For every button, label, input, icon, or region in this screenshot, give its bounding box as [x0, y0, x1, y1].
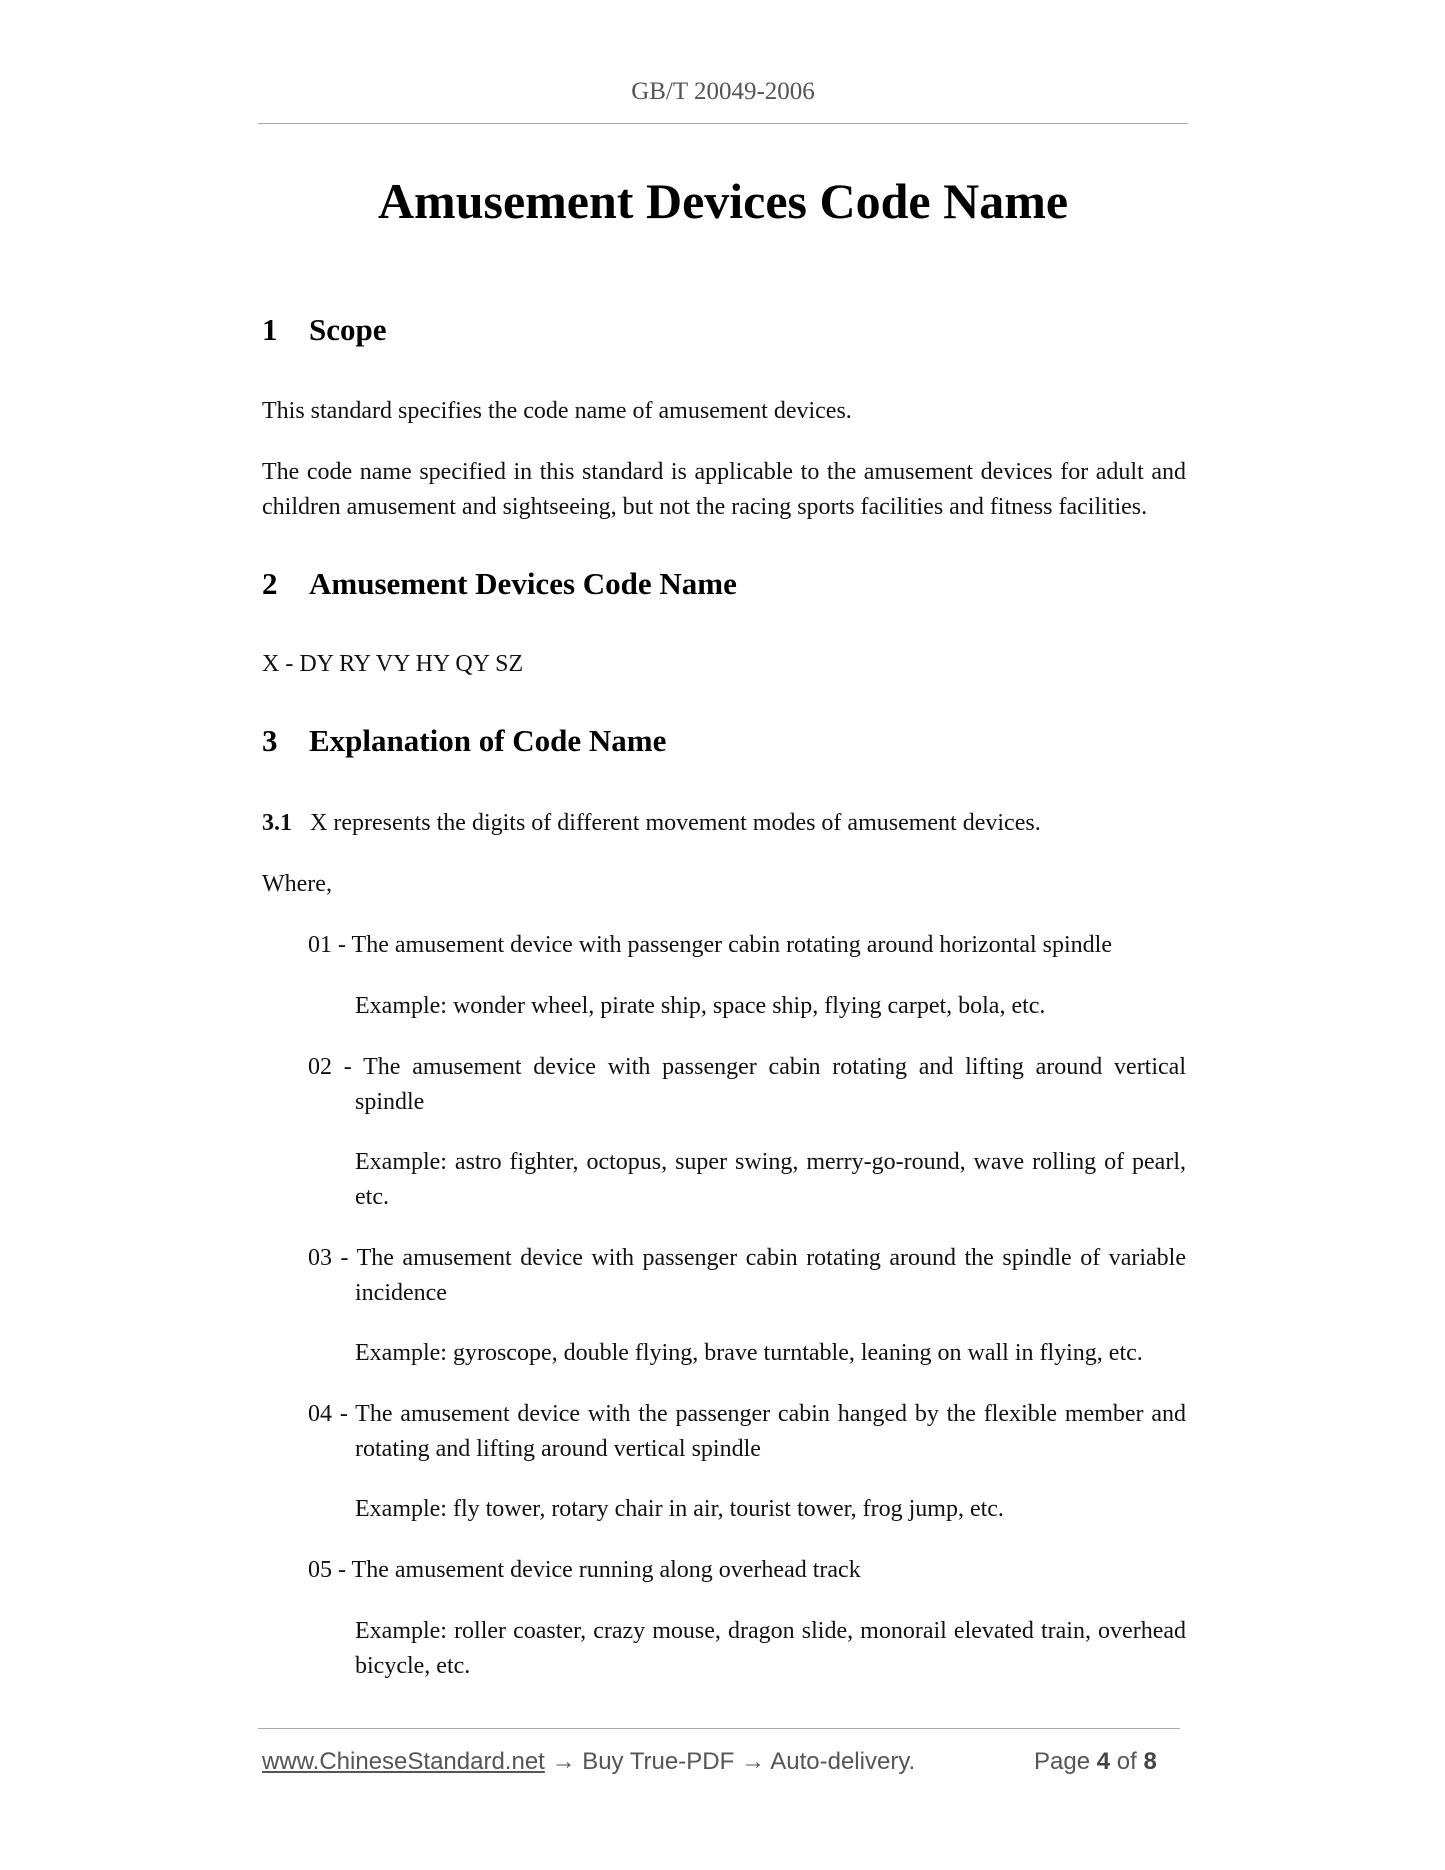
section-title: Explanation of Code Name [309, 723, 667, 758]
page-header: GB/T 20049-2006 [631, 78, 815, 105]
page-number [1034, 1748, 1157, 1776]
section-3-heading [262, 723, 666, 759]
header-divider [258, 123, 1188, 124]
paragraph: The code name specified in this standard is applicable to the amusement devices for adult and children amusement and sightseeing, but not the racing sports facilities and fitness facilities. [262, 459, 1186, 520]
arrow-icon: → [740, 1748, 765, 1775]
paragraph: This standard specifies the code name of amusement devices. [262, 398, 852, 424]
document-title: Amusement Devices Code Name [377, 173, 1069, 229]
delivery-text: Auto-delivery. [770, 1748, 916, 1775]
page-current: 4 [1096, 1748, 1111, 1775]
list-item: 02 - The amusement device with passenger cabin rotating and lifting around vertical spindle [308, 1054, 1186, 1115]
section-2-heading [262, 566, 737, 602]
list-item-example: Example: astro fighter, octopus, super swing, merry-go-round, wave rolling of pearl, etc. [355, 1149, 1186, 1210]
list-item-example: Example: wonder wheel, pirate ship, space ship, flying carpet, bola, etc. [355, 993, 1046, 1019]
section-title: Scope [309, 312, 387, 347]
footer-divider [258, 1728, 1180, 1729]
list-item: 01 - The amusement device with passenger cabin rotating around horizontal spindle [308, 932, 1112, 958]
buy-text: Buy True-PDF [582, 1748, 735, 1775]
page-total: 8 [1143, 1748, 1157, 1775]
page-label: Page [1034, 1748, 1091, 1775]
website-link[interactable]: www.ChineseStandard.net [262, 1748, 545, 1775]
clause-number: 3.1 [262, 810, 292, 836]
list-item: 03 - The amusement device with passenger cabin rotating around the spindle of variable incidence [308, 1245, 1186, 1306]
page-of: of [1116, 1748, 1137, 1775]
section-1-heading [262, 312, 387, 348]
clause-3-1 [262, 806, 1186, 841]
list-item-example: Example: roller coaster, crazy mouse, dragon slide, monorail elevated train, overhead bicycle, etc. [355, 1618, 1186, 1679]
clause-text: X represents the digits of different movement modes of amusement devices. [310, 810, 1041, 836]
list-item-example: Example: fly tower, rotary chair in air, tourist tower, frog jump, etc. [355, 1496, 1004, 1522]
code-name-format: X - DY RY VY HY QY SZ [262, 651, 524, 677]
section-number: 1 [262, 312, 278, 347]
section-number: 2 [262, 566, 278, 601]
arrow-icon: → [551, 1748, 576, 1775]
list-item: 05 - The amusement device running along overhead track [308, 1557, 861, 1583]
section-title: Amusement Devices Code Name [309, 566, 737, 601]
footer-promo [262, 1748, 915, 1776]
section-number: 3 [262, 723, 278, 758]
where-label: Where, [262, 871, 332, 897]
list-item-example: Example: gyroscope, double flying, brave turntable, leaning on wall in flying, etc. [355, 1340, 1143, 1366]
list-item: 04 - The amusement device with the passenger cabin hanged by the flexible member and rotating and lifting around vertical spindle [308, 1401, 1186, 1462]
